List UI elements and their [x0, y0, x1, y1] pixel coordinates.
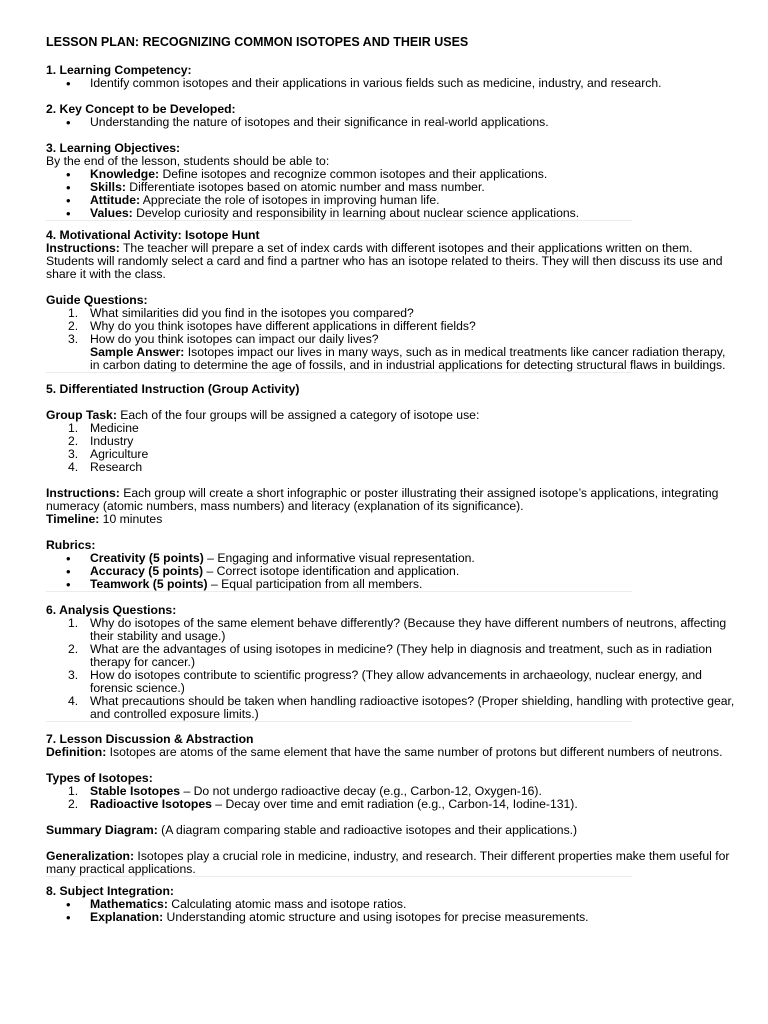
timeline-label: Timeline:: [46, 512, 100, 526]
section-2-heading: 2. Key Concept to be Developed:: [46, 102, 236, 116]
list-item: 1. What similarities did you find in the isotopes you compared?: [68, 306, 414, 320]
section-2-list: [46, 116, 736, 129]
section-6-heading: 6. Analysis Questions:: [46, 603, 177, 617]
section-3-heading: 3. Learning Objectives:: [46, 141, 181, 155]
item-text: Appreciate the role of isotopes in improving human life.: [140, 193, 440, 207]
list-item: 1. Why do isotopes of the same element behave differently? (Because they have different numbers of neutrons, affecting their stability and usage.): [68, 616, 727, 643]
item-label: Explanation:: [90, 910, 164, 924]
list-item: 1. Medicine: [68, 421, 139, 435]
list-item: • Identify common isotopes and their applications in various fields such as medicine, industry, and research.: [46, 77, 736, 90]
list-item: [46, 578, 736, 591]
rubric-text: – Equal participation from all members.: [207, 577, 423, 591]
list-item: 4. Research: [68, 460, 143, 474]
item-label: Mathematics:: [90, 897, 168, 911]
document-title: LESSON PLAN: RECOGNIZING COMMON ISOTOPES AND THEIR USES: [46, 35, 469, 49]
rubrics-list: [46, 552, 736, 591]
group-name: Agriculture: [90, 447, 149, 461]
item-label: Knowledge:: [90, 167, 160, 181]
type-label: Stable Isotopes: [90, 784, 181, 798]
type-text: – Decay over time and emit radiation (e.g., Carbon-14, Iodine-131).: [211, 797, 578, 811]
summary-diagram-text: (A diagram comparing stable and radioactive isotopes and their applications.): [157, 823, 578, 837]
group-task-text: Each of the four groups will be assigned a category of isotope use:: [116, 408, 480, 422]
group-task-label: Group Task:: [46, 408, 117, 422]
sample-answer-label: Sample Answer:: [90, 345, 185, 359]
item-label: Attitude:: [90, 193, 141, 207]
question-text: Why do isotopes of the same element behave differently? (Because they have different numbers of neutrons, affecting their stability and usage.): [90, 616, 727, 643]
definition: [46, 746, 736, 759]
section-5-heading: 5. Differentiated Instruction (Group Activity): [46, 382, 300, 396]
question-text: What are the advantages of using isotopes in medicine? (They help in diagnosis and treatment, such as in radiation therapy for cancer.): [90, 642, 712, 669]
question-text: How do you think isotopes can impact our daily lives?: [90, 332, 379, 346]
question-text: How do isotopes contribute to scientific progress? (They allow advancements in archaeology, nuclear energy, and forensic science.): [90, 668, 702, 695]
rubric-text: – Engaging and informative visual representation.: [203, 551, 475, 565]
rubric-text: – Correct isotope identification and application.: [203, 564, 460, 578]
timeline-text: 10 minutes: [99, 512, 163, 526]
list-item: 2. Why do you think isotopes have different applications in different fields?: [68, 319, 476, 333]
sample-answer: [46, 346, 736, 372]
rubric-label: Accuracy (5 points): [90, 564, 204, 578]
group-name: Medicine: [90, 421, 139, 435]
list-item: 2. Industry: [68, 434, 134, 448]
instructions-label: Instructions:: [46, 486, 120, 500]
item-text: Calculating atomic mass and isotope ratios.: [167, 897, 407, 911]
types-heading: Types of Isotopes:: [46, 771, 153, 785]
activity-instructions: [46, 242, 736, 281]
objectives-intro: By the end of the lesson, students should be able to:: [46, 154, 330, 168]
instructions-text: The teacher will prepare a set of index cards with different isotopes and their applications written on them. Students will randomly select a card and find a partner who has an isotope related to theirs. They will then discuss its use and share it with the class.: [46, 241, 723, 281]
list-item: 4. What precautions should be taken when handling radioactive isotopes? (Proper shielding, handling with protective gear, and controlled exposure limits.): [68, 694, 735, 721]
item-text: Understanding atomic structure and using isotopes for precise measurements.: [163, 910, 589, 924]
item-text: Develop curiosity and responsibility in learning about nuclear science applications.: [132, 206, 580, 220]
list-item: 2. What are the advantages of using isotopes in medicine? (They help in diagnosis and treatment, such as in radiation therapy for cancer.): [68, 642, 712, 669]
definition-label: Definition:: [46, 745, 107, 759]
item-text: Define isotopes and recognize common isotopes and their applications.: [159, 167, 548, 181]
question-text: Why do you think isotopes have different applications in different fields?: [90, 319, 476, 333]
section-7-heading: 7. Lesson Discussion & Abstraction: [46, 732, 254, 746]
rubrics-heading: Rubrics:: [46, 538, 96, 552]
list-item: 3. How do you think isotopes can impact our daily lives?: [68, 332, 379, 346]
section-1-list: [46, 77, 736, 90]
summary-diagram-label: Summary Diagram:: [46, 823, 158, 837]
group-name: Industry: [90, 434, 134, 448]
definition-text: Isotopes are atoms of the same element that have the same number of protons but different numbers of neutrons.: [106, 745, 723, 759]
integration-list: [46, 898, 736, 924]
analysis-questions-list: [46, 617, 736, 721]
groups-list: [46, 422, 736, 474]
list-item: 1. Stable Isotopes – Do not undergo radioactive decay (e.g., Carbon-12, Oxygen-16).: [68, 784, 542, 798]
group-task: [46, 409, 736, 422]
generalization: [46, 850, 736, 876]
item-label: Values:: [90, 206, 133, 220]
guide-questions-heading: Guide Questions:: [46, 293, 148, 307]
generalization-label: Generalization:: [46, 849, 135, 863]
sample-answer-text: Isotopes impact our lives in many ways, such as in medical treatments like cancer radiation therapy, in carbon dating to determine the age of fossils, and in industrial applications for detecting structural flaws in buildings.: [90, 345, 726, 372]
list-item: 3. How do isotopes contribute to scientific progress? (They allow advancements in archaeology, nuclear energy, and forensic science.): [68, 668, 702, 695]
section-8-heading: 8. Subject Integration:: [46, 884, 174, 898]
timeline: [46, 513, 736, 526]
list-item: 3. Agriculture: [68, 447, 149, 461]
section-1-heading: 1. Learning Competency:: [46, 63, 192, 77]
instructions-text: Each group will create a short infographic or poster illustrating their assigned isotope’s applications, integrating numeracy (atomic numbers, mass numbers) and literacy (explanation of its significance).: [46, 486, 719, 513]
group-instructions: [46, 487, 736, 513]
guide-questions-list: [46, 307, 736, 346]
types-list: [46, 785, 736, 811]
list-item: 2. Radioactive Isotopes – Decay over time and emit radiation (e.g., Carbon-14, Iodine-131).: [68, 797, 578, 811]
rubric-label: Creativity (5 points): [90, 551, 204, 565]
lesson-plan-document: [46, 36, 736, 924]
item-text: Differentiate isotopes based on atomic number and mass number.: [125, 180, 485, 194]
list-item: • Understanding the nature of isotopes and their significance in real-world applications.: [46, 116, 736, 129]
generalization-text: Isotopes play a crucial role in medicine, industry, and research. Their different properties make them useful for many practical applications.: [46, 849, 730, 876]
rubric-label: Teamwork (5 points): [90, 577, 208, 591]
instructions-label: Instructions:: [46, 241, 120, 255]
type-label: Radioactive Isotopes: [90, 797, 212, 811]
list-item: [46, 207, 736, 220]
section-4-heading: 4. Motivational Activity: Isotope Hunt: [46, 228, 260, 242]
type-text: – Do not undergo radioactive decay (e.g., Carbon-12, Oxygen-16).: [180, 784, 542, 798]
question-text: What similarities did you find in the isotopes you compared?: [90, 306, 414, 320]
question-text: What precautions should be taken when handling radioactive isotopes? (Proper shielding, handling with protective gear, and controlled exposure limits.): [90, 694, 735, 721]
list-item: [46, 911, 736, 924]
item-label: Skills:: [90, 180, 126, 194]
objectives-list: [46, 168, 736, 220]
summary-diagram: [46, 824, 736, 837]
group-name: Research: [90, 460, 143, 474]
